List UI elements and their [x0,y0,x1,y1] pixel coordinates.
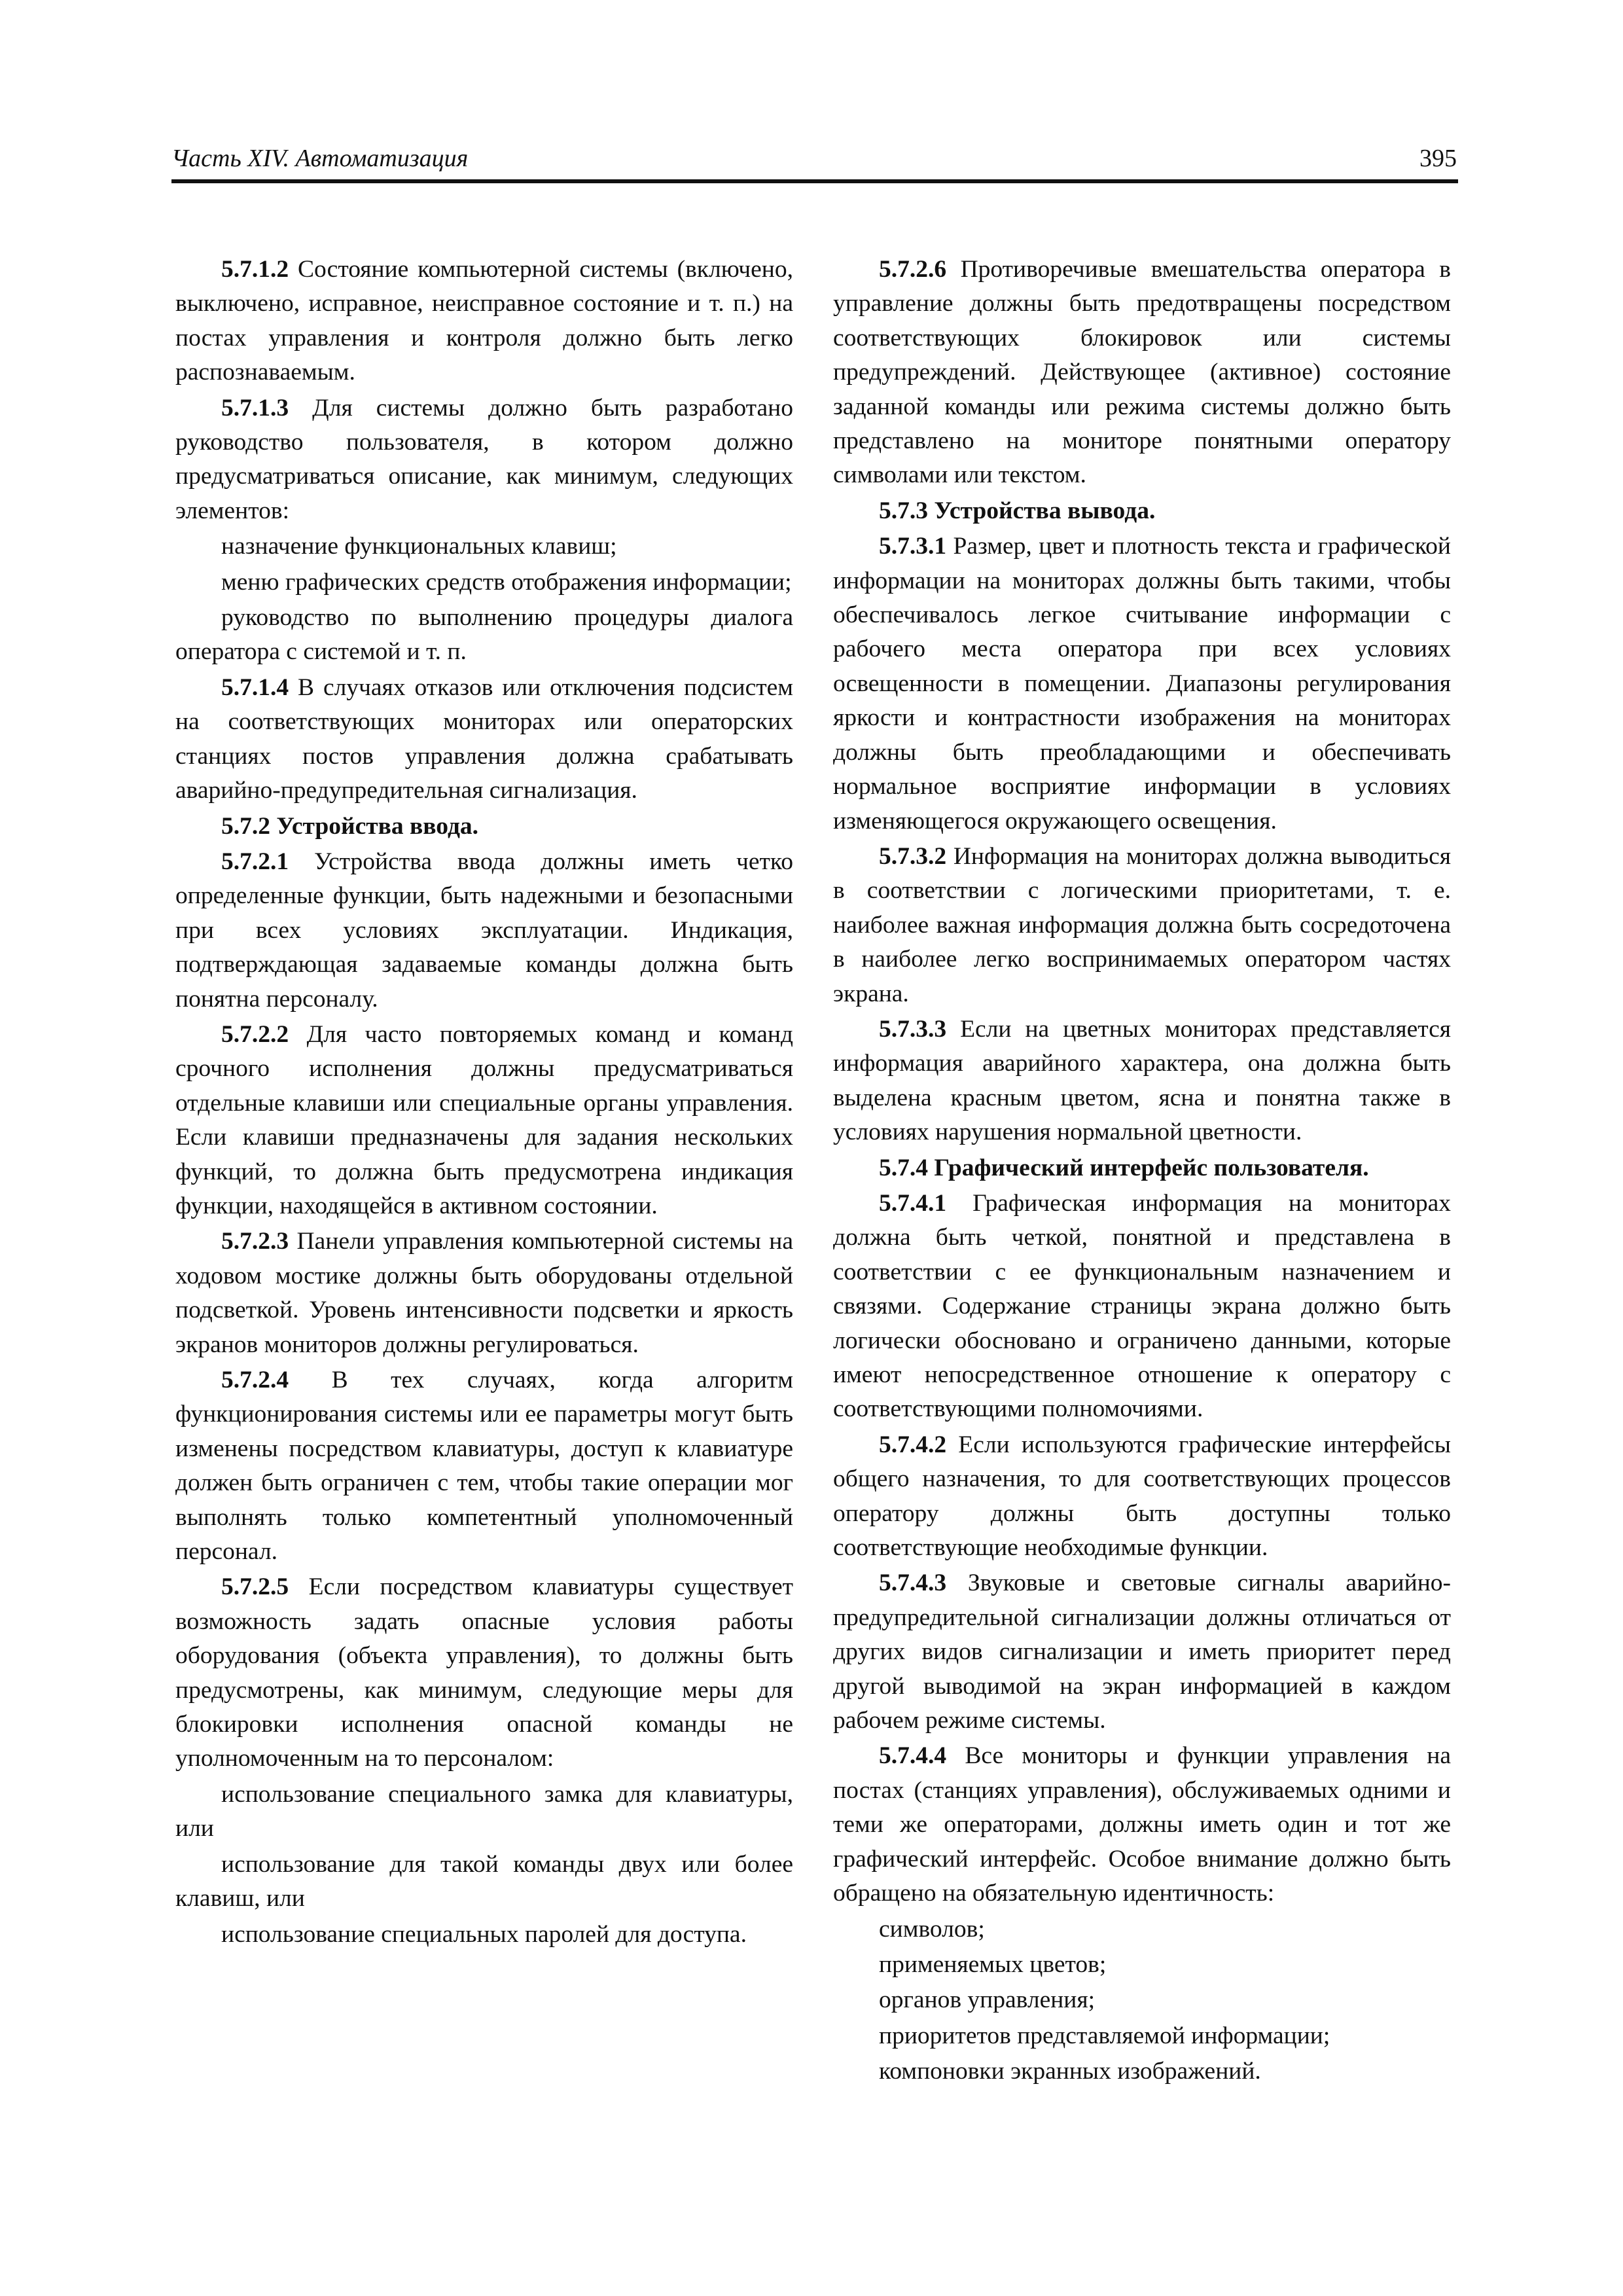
clause-number: 5.7.4.1 [879,1189,947,1217]
clause-number: 5.7.2.3 [221,1228,289,1255]
list-item: меню графических средств отображения информации; [221,568,792,596]
clause-number: 5.7.2.4 [221,1367,289,1393]
page-number: 395 [1419,145,1457,172]
paragraph-5-7-3-3 [833,1013,1451,1150]
running-header-title: Часть XIV. Автоматизация [171,145,469,172]
left-column [175,253,793,1953]
list-item: руководство по выполнению процедуры диалога оператора с системой и т. п. [175,604,793,666]
paragraph-text: Если посредством клавиатуры существует возможность задать опасные условия работы оборудования (объекта управления), то должны быть предусмотрены, как минимум, следующие меры для блокировки исполнения опасной команды не уполномоченным на то персоналом: [175,1573,793,1772]
clause-number: 5.7.2.1 [221,848,289,875]
list-item: компоновки экранных изображений. [879,2058,1261,2085]
paragraph-5-7-2-6 [833,253,1451,493]
paragraph-text: В тех случаях, когда алгоритм функционирования системы или ее параметры могут быть изменены посредством клавиатуры, доступ к клавиатуре должен быть ограничен с тем, чтобы такие операции мог выполнять только компетентный уполномоченный персонал. [175,1367,793,1566]
list-item: использование специальных паролей для доступа. [221,1920,747,1948]
paragraph-text: Панели управления компьютерной системы на ходовом мостике должны быть оборудованы отдельной подсветкой. Уровень интенсивности подсветки и яркость экранов мониторов должны регулироваться. [175,1228,793,1358]
clause-number: 5.7.3.3 [879,1015,947,1043]
clause-number: 5.7.4.2 [879,1431,947,1458]
clause-number: 5.7.2.6 [879,256,947,283]
section-heading-5-7-3: 5.7.3 Устройства вывода. [879,497,1156,524]
paragraph-5-7-2-3 [175,1225,793,1362]
paragraph-text: Размер, цвет и плотность текста и графической информации на мониторах должны быть такими, чтобы обеспечивалось легкое считывание информации с рабочего места оператора при всех условиях освещенности в помещении. Диапазоны регулирования яркости и контрастности изображения на мониторах должны быть преобладающими и обеспечивать нормальное восприятие информации в условиях изменяющегося окружающего освещения. [833,533,1451,834]
section-heading-5-7-2: 5.7.2 Устройства ввода. [221,812,479,840]
list-item: назначение функциональных клавиш; [221,533,617,560]
paragraph-text: Устройства ввода должны иметь четко определенные функции, быть надежными и безопасными при всех условиях эксплуатации. Индикация, подтверждающая задаваемые команды должна быть понятна персоналу. [175,848,793,1013]
paragraph-5-7-4-1 [833,1187,1451,1427]
clause-number: 5.7.4.3 [879,1570,947,1597]
paragraph-text: В случаях отказов или отключения подсистем на соответствующих мониторах или операторских станциях постов управления должна срабатывать аварийно-предупредительная сигнализация. [175,673,793,804]
paragraph-5-7-3-2 [833,840,1451,1011]
list-item: символов; [879,1915,985,1943]
paragraph-text: Для системы должно быть разработано руководство пользователя, в котором должно предусматриваться описание, как минимум, следующих элементов: [175,394,793,524]
clause-number: 5.7.1.4 [221,673,289,701]
clause-number: 5.7.4.4 [879,1742,947,1770]
clause-number: 5.7.3.1 [879,533,947,560]
paragraph-text: Если используются графические интерфейсы общего назначения, то для соответствующих процессов оператору должны быть доступны только соответствующие необходимые функции. [833,1431,1451,1562]
paragraph-5-7-4-3 [833,1566,1451,1738]
paragraph-5-7-2-4 [175,1363,793,1569]
paragraph-text: Состояние компьютерной системы (включено, выключено, исправное, неисправное состояние и т. п.) на постах управления и контроля должно быть легко распознаваемым. [175,256,793,386]
clause-number: 5.7.3.2 [879,842,947,870]
paragraph-5-7-1-3 [175,391,793,529]
list-item: применяемых цветов; [879,1950,1107,1978]
page-header [171,143,1458,183]
list-item: приоритетов представляемой информации; [879,2022,1330,2049]
paragraph-text: Для часто повторяемых команд и команд срочного исполнения должны предусматриваться отдельные клавиши или специальные органы управления. Если клавиши предназначены для задания нескольких функций, то должна быть предусмотрена индикация функции, находящейся в активном состоянии. [175,1020,793,1219]
paragraph-text: Все мониторы и функции управления на постах (станциях управления), обслуживаемых одними и теми же операторами, должны иметь один и тот же графический интерфейс. Особое внимание должно быть обращено на обязательную идентичность: [833,1742,1451,1907]
right-column [833,253,1451,2090]
list-item: органов управления; [879,1986,1096,2014]
paragraph-5-7-4-2 [833,1428,1451,1566]
list-item: использование специального замка для клавиатуры, или [175,1780,793,1842]
paragraph-5-7-3-1 [833,529,1451,838]
paragraph-text: Если на цветных мониторах представляется информация аварийного характера, она должна быть выделена красным цветом, ясна и понятна также в условиях нарушения нормальной цветности. [833,1015,1451,1146]
section-heading-5-7-4: 5.7.4 Графический интерфейс пользователя. [879,1154,1369,1181]
list-item: использование для такой команды двух или более клавиш, или [175,1850,793,1912]
clause-number: 5.7.2.5 [221,1573,289,1601]
paragraph-text: Противоречивые вмешательства оператора в управление должны быть предотвращены посредством соответствующих блокировок или системы предупреждений. Действующее (активное) состояние заданной команды или режима системы должно быть представлено на мониторе понятными оператору символами или текстом. [833,256,1451,489]
clause-number: 5.7.1.3 [221,394,289,422]
paragraph-5-7-2-1 [175,845,793,1016]
paragraph-5-7-1-4 [175,671,793,808]
clause-number: 5.7.2.2 [221,1020,289,1048]
paragraph-text: Графическая информация на мониторах должна быть четкой, понятной и представлена в соответствии с ее функциональным назначением и связями. Содержание страницы экрана должно быть логически обосновано и ограничено данными, которые имеют непосредственное отношение к оператору с соответствующими полномочиями. [833,1189,1451,1423]
paragraph-5-7-2-5 [175,1570,793,1776]
paragraph-5-7-2-2 [175,1018,793,1223]
clause-number: 5.7.1.2 [221,256,289,283]
paragraph-5-7-1-2 [175,253,793,390]
paragraph-text: Звуковые и световые сигналы аварийно-предупредительной сигнализации должны отличаться от других видов сигнализации и иметь приоритет перед другой выводимой на экран информацией в каждом рабочем режиме системы. [833,1570,1451,1734]
paragraph-text: Информация на мониторах должна выводиться в соответствии с логическими приоритетами, т. е. наиболее важная информация должна быть сосредоточена в наиболее легко воспринимаемых оператором частях экрана. [833,842,1451,1007]
paragraph-5-7-4-4 [833,1739,1451,1910]
